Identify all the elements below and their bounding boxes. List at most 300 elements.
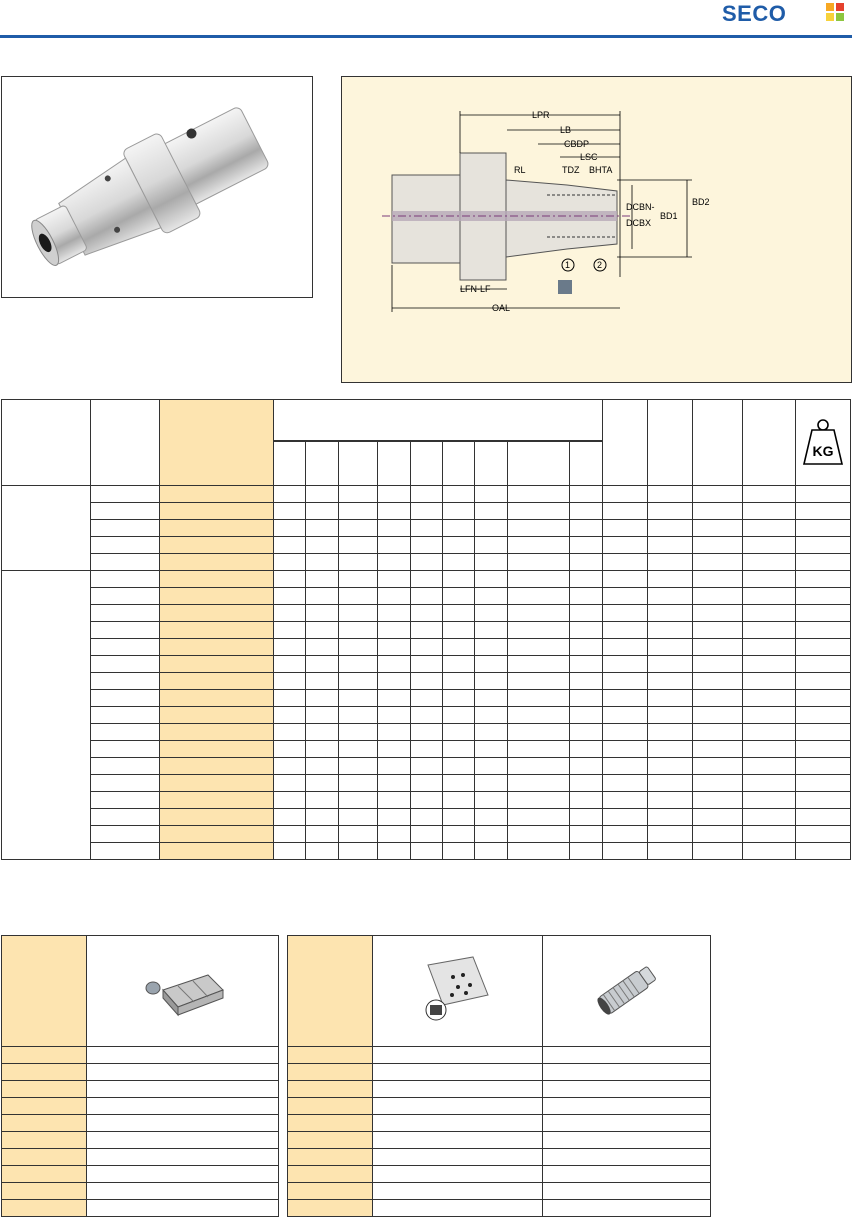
table-cell bbox=[410, 707, 442, 724]
table-cell bbox=[475, 673, 508, 690]
table-cell bbox=[410, 605, 442, 622]
table-cell bbox=[569, 826, 602, 843]
table-cell bbox=[274, 656, 306, 673]
table-cell bbox=[2, 1149, 87, 1166]
table-cell bbox=[274, 826, 306, 843]
table-cell bbox=[795, 792, 850, 809]
table-cell bbox=[475, 537, 508, 554]
accessory-header-cell bbox=[373, 936, 543, 1047]
table-cell bbox=[410, 690, 442, 707]
table-cell bbox=[159, 571, 274, 588]
table-cell bbox=[2, 1115, 87, 1132]
table-row bbox=[288, 1183, 711, 1200]
table-cell bbox=[602, 707, 647, 724]
table-cell bbox=[475, 639, 508, 656]
table-cell bbox=[543, 1098, 711, 1115]
table-cell bbox=[288, 1166, 373, 1183]
table-cell bbox=[274, 843, 306, 860]
table-cell bbox=[647, 554, 692, 571]
accessory-table-right bbox=[287, 935, 711, 1217]
table-cell bbox=[647, 843, 692, 860]
table-row bbox=[288, 1064, 711, 1081]
table-row bbox=[2, 1166, 279, 1183]
table-cell bbox=[338, 656, 377, 673]
table-row bbox=[2, 1064, 279, 1081]
table-cell bbox=[373, 1115, 543, 1132]
table-cell bbox=[87, 1047, 279, 1064]
table-cell bbox=[795, 503, 850, 520]
table-cell bbox=[288, 1081, 373, 1098]
sealing-kit-icon bbox=[418, 955, 498, 1025]
table-cell bbox=[442, 622, 474, 639]
table-cell bbox=[795, 741, 850, 758]
table-cell bbox=[306, 741, 338, 758]
table-cell bbox=[569, 537, 602, 554]
table-cell bbox=[288, 1064, 373, 1081]
table-cell bbox=[475, 605, 508, 622]
label-oal: OAL bbox=[492, 303, 511, 313]
table-row bbox=[288, 1047, 711, 1064]
table-cell bbox=[475, 741, 508, 758]
table-cell bbox=[377, 588, 410, 605]
accessory-table-left bbox=[1, 935, 279, 1217]
table-cell bbox=[91, 520, 159, 537]
table-cell bbox=[693, 792, 743, 809]
table-cell bbox=[508, 571, 569, 588]
table-cell bbox=[508, 656, 569, 673]
table-cell bbox=[377, 656, 410, 673]
table-cell bbox=[602, 792, 647, 809]
table-cell bbox=[159, 537, 274, 554]
table-cell bbox=[2, 1064, 87, 1081]
table-cell bbox=[87, 1098, 279, 1115]
table-cell bbox=[274, 775, 306, 792]
table-cell bbox=[508, 673, 569, 690]
table-cell bbox=[743, 486, 795, 503]
table-cell bbox=[442, 503, 474, 520]
table-cell bbox=[377, 707, 410, 724]
table-row bbox=[2, 673, 851, 690]
table-cell bbox=[338, 809, 377, 826]
table-cell bbox=[274, 571, 306, 588]
table-cell bbox=[475, 809, 508, 826]
table-cell bbox=[373, 1098, 543, 1115]
table-row bbox=[2, 656, 851, 673]
table-row bbox=[288, 1115, 711, 1132]
table-row bbox=[2, 792, 851, 809]
table-cell bbox=[508, 843, 569, 860]
table-cell bbox=[693, 639, 743, 656]
table-cell bbox=[442, 605, 474, 622]
table-cell bbox=[743, 775, 795, 792]
table-cell bbox=[410, 622, 442, 639]
table-cell bbox=[91, 588, 159, 605]
table-cell bbox=[543, 1064, 711, 1081]
table-cell bbox=[569, 571, 602, 588]
label-bd1: BD1 bbox=[660, 211, 678, 221]
table-cell bbox=[647, 622, 692, 639]
table-cell bbox=[338, 690, 377, 707]
table-cell bbox=[410, 656, 442, 673]
table-cell bbox=[693, 554, 743, 571]
table-cell bbox=[795, 809, 850, 826]
table-cell bbox=[795, 656, 850, 673]
table-cell bbox=[338, 673, 377, 690]
table-cell bbox=[410, 503, 442, 520]
table-cell bbox=[442, 792, 474, 809]
table-cell bbox=[508, 724, 569, 741]
table-cell bbox=[647, 639, 692, 656]
header-cell bbox=[274, 400, 602, 441]
table-cell bbox=[743, 809, 795, 826]
table-cell bbox=[410, 724, 442, 741]
table-cell bbox=[288, 1149, 373, 1166]
table-cell bbox=[306, 775, 338, 792]
table-cell bbox=[306, 520, 338, 537]
table-cell bbox=[274, 809, 306, 826]
table-cell bbox=[693, 809, 743, 826]
table-cell bbox=[508, 707, 569, 724]
table-cell bbox=[338, 826, 377, 843]
label-cbdp: CBDP bbox=[564, 139, 590, 149]
table-cell bbox=[475, 656, 508, 673]
table-cell bbox=[693, 656, 743, 673]
table-cell bbox=[87, 1149, 279, 1166]
table-cell bbox=[475, 707, 508, 724]
table-cell bbox=[159, 758, 274, 775]
table-cell bbox=[569, 707, 602, 724]
table-cell bbox=[410, 554, 442, 571]
table-cell bbox=[91, 724, 159, 741]
table-cell bbox=[91, 707, 159, 724]
table-cell bbox=[338, 724, 377, 741]
table-cell bbox=[338, 571, 377, 588]
header-cell bbox=[647, 400, 692, 486]
page-header bbox=[0, 0, 852, 40]
table-cell bbox=[373, 1081, 543, 1098]
table-cell bbox=[306, 809, 338, 826]
subheader-cell bbox=[442, 442, 474, 486]
table-cell bbox=[795, 520, 850, 537]
table-cell bbox=[508, 503, 569, 520]
label-bd2: BD2 bbox=[692, 197, 710, 207]
table-cell bbox=[306, 724, 338, 741]
table-cell bbox=[508, 588, 569, 605]
table-cell bbox=[602, 724, 647, 741]
table-cell bbox=[569, 758, 602, 775]
table-cell bbox=[306, 571, 338, 588]
table-row bbox=[2, 1132, 279, 1149]
technical-drawing bbox=[341, 76, 852, 383]
table-cell bbox=[338, 707, 377, 724]
table-cell bbox=[373, 1064, 543, 1081]
table-cell bbox=[377, 843, 410, 860]
table-cell bbox=[338, 639, 377, 656]
table-cell bbox=[274, 520, 306, 537]
table-row bbox=[2, 588, 851, 605]
table-cell bbox=[377, 775, 410, 792]
table-cell bbox=[91, 758, 159, 775]
weight-kg-icon bbox=[802, 417, 844, 467]
table-cell bbox=[602, 843, 647, 860]
table-cell bbox=[274, 673, 306, 690]
table-cell bbox=[410, 758, 442, 775]
table-cell bbox=[91, 809, 159, 826]
table-cell bbox=[338, 758, 377, 775]
table-row bbox=[288, 1098, 711, 1115]
table-cell bbox=[274, 486, 306, 503]
table-cell bbox=[647, 775, 692, 792]
table-cell bbox=[602, 690, 647, 707]
table-cell bbox=[543, 1200, 711, 1217]
table-row bbox=[2, 605, 851, 622]
table-cell bbox=[159, 588, 274, 605]
table-cell bbox=[795, 486, 850, 503]
table-cell bbox=[377, 503, 410, 520]
table-cell bbox=[159, 486, 274, 503]
table-cell bbox=[377, 758, 410, 775]
table-cell bbox=[647, 792, 692, 809]
table-cell bbox=[274, 690, 306, 707]
table-cell bbox=[647, 571, 692, 588]
table-cell bbox=[475, 690, 508, 707]
table-cell bbox=[306, 656, 338, 673]
label-bhta: BHTA bbox=[589, 165, 613, 175]
table-cell bbox=[159, 843, 274, 860]
table-cell bbox=[442, 741, 474, 758]
table-cell bbox=[795, 775, 850, 792]
table-cell bbox=[602, 639, 647, 656]
table-cell bbox=[410, 486, 442, 503]
table-cell bbox=[410, 809, 442, 826]
subheader-cell bbox=[338, 442, 377, 486]
table-cell bbox=[693, 503, 743, 520]
table-cell bbox=[647, 503, 692, 520]
header-cell bbox=[2, 400, 91, 486]
table-cell bbox=[2, 1081, 87, 1098]
table-cell bbox=[306, 554, 338, 571]
table-row bbox=[2, 843, 851, 860]
table-cell bbox=[377, 520, 410, 537]
table-row bbox=[288, 1149, 711, 1166]
table-row bbox=[2, 486, 851, 503]
table-row bbox=[288, 1081, 711, 1098]
table-cell bbox=[569, 639, 602, 656]
table-cell bbox=[377, 792, 410, 809]
table-cell bbox=[338, 622, 377, 639]
table-row bbox=[2, 537, 851, 554]
table-cell bbox=[87, 1115, 279, 1132]
header-cell bbox=[602, 400, 647, 486]
table-cell bbox=[693, 486, 743, 503]
table-cell bbox=[475, 503, 508, 520]
screw-icon bbox=[558, 280, 572, 294]
table-cell bbox=[602, 775, 647, 792]
callout-2: 2 bbox=[597, 260, 603, 270]
screw-box-icon bbox=[138, 960, 228, 1020]
table-cell bbox=[442, 554, 474, 571]
table-cell bbox=[602, 503, 647, 520]
table-cell bbox=[159, 707, 274, 724]
table-row bbox=[2, 520, 851, 537]
table-cell bbox=[288, 1183, 373, 1200]
label-lfn-lf: LFN-LF bbox=[460, 284, 491, 294]
table-cell bbox=[377, 537, 410, 554]
subheader-cell bbox=[377, 442, 410, 486]
table-cell bbox=[693, 775, 743, 792]
table-cell bbox=[159, 656, 274, 673]
logo-squares-icon bbox=[826, 3, 844, 21]
table-cell bbox=[306, 486, 338, 503]
table-row bbox=[2, 1115, 279, 1132]
table-cell bbox=[410, 520, 442, 537]
table-cell bbox=[602, 554, 647, 571]
table-cell bbox=[338, 554, 377, 571]
table-cell bbox=[743, 741, 795, 758]
table-cell bbox=[602, 486, 647, 503]
table-cell bbox=[508, 486, 569, 503]
table-cell bbox=[508, 690, 569, 707]
table-cell bbox=[274, 639, 306, 656]
table-row bbox=[288, 1200, 711, 1217]
table-cell bbox=[795, 758, 850, 775]
subheader-cell bbox=[508, 442, 569, 486]
table-cell bbox=[647, 809, 692, 826]
table-cell bbox=[377, 605, 410, 622]
table-cell bbox=[373, 1166, 543, 1183]
table-cell bbox=[475, 571, 508, 588]
table-row bbox=[2, 1149, 279, 1166]
table-cell bbox=[91, 622, 159, 639]
table-cell bbox=[377, 690, 410, 707]
table-cell bbox=[569, 775, 602, 792]
table-cell bbox=[159, 503, 274, 520]
table-cell bbox=[338, 843, 377, 860]
dimension-table bbox=[1, 399, 851, 860]
label-lb: LB bbox=[560, 125, 572, 135]
table-cell bbox=[306, 622, 338, 639]
table-cell bbox=[602, 741, 647, 758]
table-cell bbox=[475, 792, 508, 809]
table-cell bbox=[442, 588, 474, 605]
table-cell bbox=[274, 588, 306, 605]
table-cell bbox=[647, 741, 692, 758]
table-cell bbox=[274, 622, 306, 639]
table-cell bbox=[373, 1047, 543, 1064]
table-cell bbox=[508, 809, 569, 826]
accessory-header-cell bbox=[2, 936, 87, 1047]
table-cell bbox=[602, 656, 647, 673]
label-lsc: LSC bbox=[580, 152, 598, 162]
table-cell bbox=[159, 826, 274, 843]
table-cell bbox=[569, 741, 602, 758]
svg-text:KG: KG bbox=[812, 442, 834, 459]
table-cell bbox=[569, 622, 602, 639]
table-cell bbox=[508, 520, 569, 537]
table-cell bbox=[647, 758, 692, 775]
table-cell bbox=[338, 486, 377, 503]
weight-header bbox=[795, 400, 850, 486]
table-cell bbox=[647, 707, 692, 724]
group-cell bbox=[2, 486, 91, 571]
table-cell bbox=[475, 775, 508, 792]
table-cell bbox=[508, 758, 569, 775]
table-cell bbox=[569, 503, 602, 520]
table-cell bbox=[475, 843, 508, 860]
table-cell bbox=[410, 639, 442, 656]
table-cell bbox=[508, 537, 569, 554]
table-cell bbox=[91, 741, 159, 758]
table-cell bbox=[306, 639, 338, 656]
table-cell bbox=[274, 758, 306, 775]
table-cell bbox=[475, 758, 508, 775]
table-cell bbox=[795, 588, 850, 605]
table-cell bbox=[442, 809, 474, 826]
table-cell bbox=[508, 605, 569, 622]
table-cell bbox=[647, 486, 692, 503]
table-cell bbox=[647, 537, 692, 554]
table-cell bbox=[288, 1115, 373, 1132]
table-cell bbox=[543, 1149, 711, 1166]
table-cell bbox=[647, 588, 692, 605]
table-cell bbox=[91, 486, 159, 503]
table-cell bbox=[647, 690, 692, 707]
table-row bbox=[288, 1166, 711, 1183]
table-cell bbox=[410, 571, 442, 588]
table-cell bbox=[442, 520, 474, 537]
table-cell bbox=[442, 571, 474, 588]
table-row bbox=[2, 554, 851, 571]
table-cell bbox=[693, 605, 743, 622]
table-cell bbox=[743, 520, 795, 537]
table-cell bbox=[377, 724, 410, 741]
table-cell bbox=[338, 775, 377, 792]
table-cell bbox=[338, 792, 377, 809]
table-cell bbox=[338, 741, 377, 758]
header-cell bbox=[743, 400, 795, 486]
table-row bbox=[2, 690, 851, 707]
table-cell bbox=[306, 690, 338, 707]
table-cell bbox=[795, 554, 850, 571]
table-cell bbox=[2, 1098, 87, 1115]
table-cell bbox=[377, 622, 410, 639]
table-cell bbox=[410, 843, 442, 860]
table-cell bbox=[159, 690, 274, 707]
logo-wordmark: SECO bbox=[722, 1, 787, 26]
accessory-header-cell bbox=[543, 936, 711, 1047]
table-cell bbox=[569, 843, 602, 860]
table-cell bbox=[647, 724, 692, 741]
table-cell bbox=[795, 605, 850, 622]
table-cell bbox=[87, 1183, 279, 1200]
table-cell bbox=[274, 792, 306, 809]
table-cell bbox=[306, 605, 338, 622]
table-cell bbox=[91, 775, 159, 792]
table-row bbox=[2, 707, 851, 724]
table-cell bbox=[743, 826, 795, 843]
group-cell bbox=[2, 571, 91, 860]
table-cell bbox=[743, 656, 795, 673]
table-cell bbox=[475, 826, 508, 843]
table-cell bbox=[569, 792, 602, 809]
table-cell bbox=[647, 520, 692, 537]
table-row bbox=[2, 758, 851, 775]
table-cell bbox=[795, 571, 850, 588]
table-cell bbox=[410, 673, 442, 690]
table-cell bbox=[377, 741, 410, 758]
table-cell bbox=[602, 571, 647, 588]
table-cell bbox=[475, 622, 508, 639]
